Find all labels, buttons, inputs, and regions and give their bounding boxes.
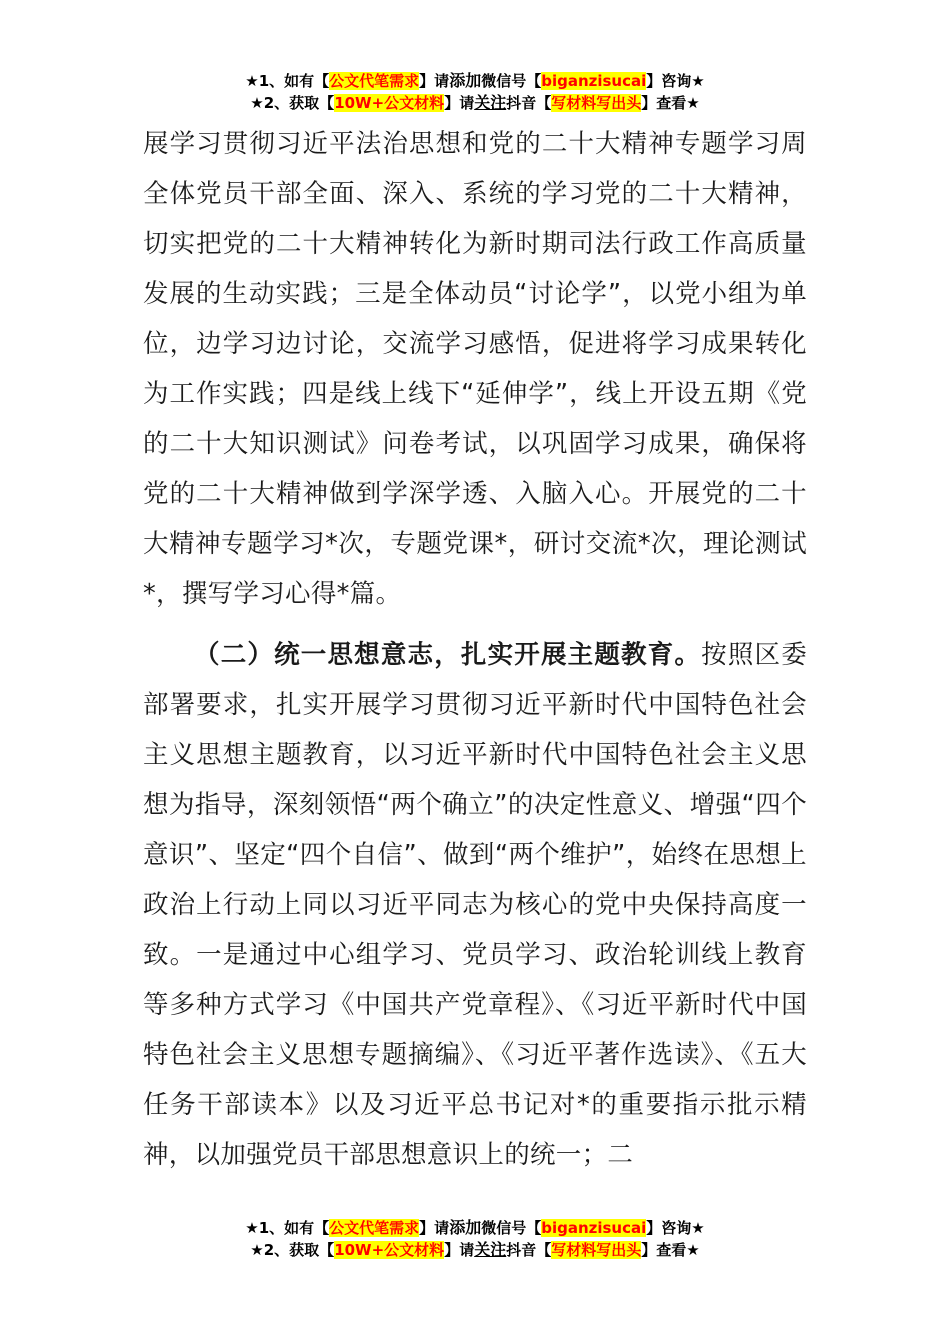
banner-text: ★1、如有【: [245, 1219, 330, 1237]
banner-line-1: [0, 70, 950, 92]
header-banner: [0, 70, 950, 114]
banner-text: ★2、获取【: [250, 94, 335, 112]
banner-line-1: [0, 1217, 950, 1239]
banner-highlight-douyin: 写材料写出头: [551, 1241, 642, 1259]
banner-text: 添加: [449, 1218, 482, 1237]
banner-text: ★2、获取【: [250, 1241, 335, 1259]
banner-highlight: 公文代笔需求: [329, 72, 420, 90]
banner-text: 关注: [474, 93, 507, 112]
banner-text: 】请: [444, 94, 475, 112]
banner-text: 抖音【: [506, 1241, 552, 1259]
banner-line-2: [0, 92, 950, 114]
banner-highlight: 公文代笔需求: [329, 1219, 420, 1237]
banner-line-2: [0, 1239, 950, 1261]
banner-text: 】查看★: [641, 94, 700, 112]
banner-text: 关注: [474, 1240, 507, 1259]
banner-text: 】请: [419, 72, 450, 90]
banner-text: 微信号【: [481, 1219, 542, 1237]
banner-text: 微信号【: [481, 72, 542, 90]
section-heading: （二）统一思想意志，扎实开展主题教育。: [194, 640, 702, 670]
banner-highlight-wechat: biganzisucai: [541, 72, 647, 90]
banner-text: 】查看★: [641, 1241, 700, 1259]
banner-highlight-douyin: 写材料写出头: [551, 94, 642, 112]
banner-text: 】请: [419, 1219, 450, 1237]
banner-highlight-wechat: biganzisucai: [541, 1219, 647, 1237]
banner-text: 】咨询★: [646, 72, 705, 90]
banner-text: 】咨询★: [646, 1219, 705, 1237]
section-text: 按照区委部署要求，扎实开展学习贯彻习近平新时代中国特色社会主义思想主题教育，以习近平新时代中国特色社会主义思想为指导，深刻领悟“两个确立”的决定性意义、增强“四个意识”、坚定“四个自信”、做到“两个维护”，始终在思想上政治上行动上同以习近平同志为核心的党中央保持高度一致。一是通过中心组学习、党员学习、政治轮训线上教育等多种方式学习《中国共产党章程》、《习近平新时代中国特色社会主义思想专题摘编》、《习近平著作选读》、《五大任务干部读本》以及习近平总书记对*的重要指示批示精神，以加强党员干部思想意识上的统一；二: [143, 640, 807, 1170]
banner-highlight: 10W+公文材料: [334, 94, 445, 112]
banner-text: 】请: [444, 1241, 475, 1259]
body-paragraph-section-2: [143, 630, 807, 1180]
banner-highlight: 10W+公文材料: [334, 1241, 445, 1259]
banner-text: ★1、如有【: [245, 72, 330, 90]
body-paragraph: 展学习贯彻习近平法治思想和党的二十大精神专题学习周全体党员干部全面、深入、系统的学习党的二十大精神，切实把党的二十大精神转化为新时期司法行政工作高质量发展的生动实践；三是全体动员“讨论学”，以党小组为单位，边学习边讨论，交流学习感悟，促进将学习成果转化为工作实践；四是线上线下“延伸学”，线上开设五期《党的二十大知识测试》问卷考试，以巩固学习成果，确保将党的二十大精神做到学深学透、入脑入心。开展党的二十大精神专题学习*次，专题党课*，研讨交流*次，理论测试*，撰写学习心得*篇。: [143, 129, 807, 609]
footer-banner: [0, 1217, 950, 1261]
banner-text: 抖音【: [506, 94, 552, 112]
banner-text: 添加: [449, 71, 482, 90]
